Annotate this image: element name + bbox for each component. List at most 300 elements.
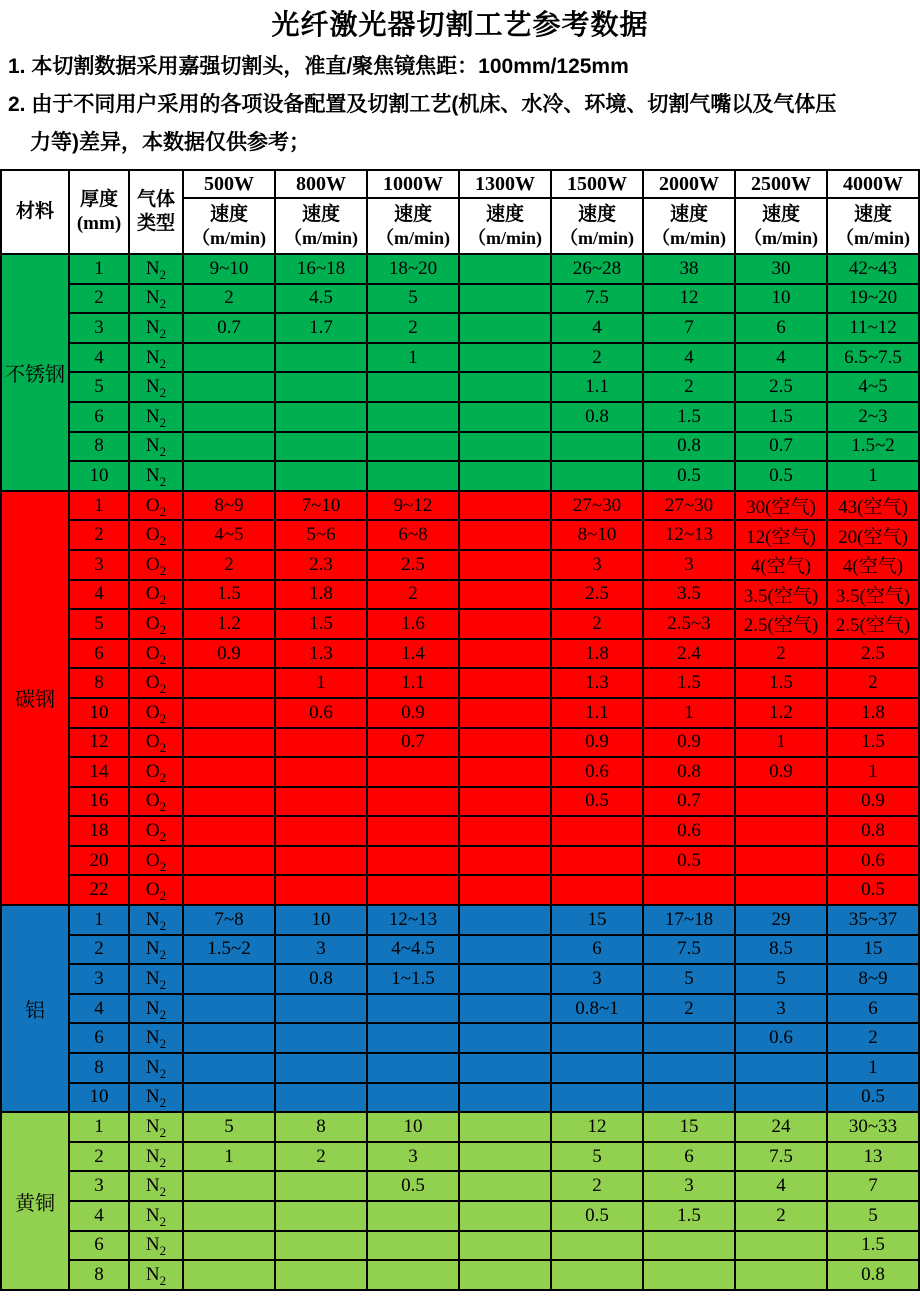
col-header-power-2000w: 2000W (643, 170, 735, 198)
speed-cell-1000w (367, 1201, 459, 1231)
speed-cell-2500w: 30(空气) (735, 491, 827, 521)
speed-cell-2000w: 3 (643, 1171, 735, 1201)
speed-cell-2000w: 4 (643, 343, 735, 373)
thickness-cell: 1 (69, 905, 129, 935)
speed-cell-800w (275, 402, 367, 432)
speed-cell-1000w (367, 1053, 459, 1083)
speed-cell-4000w: 4(空气) (827, 550, 919, 580)
thickness-label-line2: (mm) (76, 213, 122, 234)
brass-row-2 (1, 1142, 919, 1172)
gas-label-line1: 气体 (136, 189, 175, 210)
aluminum-row-8 (1, 1053, 919, 1083)
speed-cell-2500w: 2.5 (735, 372, 827, 402)
speed-cell-4000w: 35~37 (827, 905, 919, 935)
speed-cell-1000w: 18~20 (367, 254, 459, 284)
speed-cell-800w: 1.3 (275, 639, 367, 669)
speed-cell-2000w: 3.5 (643, 580, 735, 610)
speed-cell-500w (183, 1023, 275, 1053)
gas-cell: $N_2$ (129, 964, 183, 994)
thickness-cell: 10 (69, 698, 129, 728)
speed-cell-1000w (367, 1231, 459, 1261)
material-cell-brass: 黄铜 (1, 1112, 69, 1290)
speed-cell-500w (183, 461, 275, 491)
gas-cell: $N_2$ (129, 1053, 183, 1083)
gas-cell: $N_2$ (129, 284, 183, 314)
speed-cell-1500w: 5 (551, 1142, 643, 1172)
speed-cell-800w: 3 (275, 935, 367, 965)
col-header-material: 材料 (1, 170, 69, 254)
material-cell-carbon-steel: 碳钢 (1, 491, 69, 905)
note-2-line-1: 2. 由于不同用户采用的各项设备配置及切割工艺(机床、水冷、环境、切割气嘴以及气体压 (8, 93, 837, 116)
carbon-steel-row-1 (1, 491, 919, 521)
speed-cell-2000w (643, 1231, 735, 1261)
speed-cell-1500w: 2.5 (551, 580, 643, 610)
speed-cell-2500w: 2 (735, 639, 827, 669)
thickness-cell: 8 (69, 1260, 129, 1290)
speed-cell-4000w: 7 (827, 1171, 919, 1201)
speed-cell-500w: 1 (183, 1142, 275, 1172)
speed-cell-4000w: 2.5(空气) (827, 609, 919, 639)
speed-cell-800w (275, 432, 367, 462)
speed-unit: （m/min) (468, 228, 542, 248)
speed-cell-500w: 4~5 (183, 520, 275, 550)
gas-cell: $N_2$ (129, 461, 183, 491)
speed-cell-1300w (459, 402, 551, 432)
speed-cell-1300w (459, 935, 551, 965)
speed-cell-2000w: 1 (643, 698, 735, 728)
speed-cell-800w (275, 1053, 367, 1083)
carbon-steel-row-6 (1, 639, 919, 669)
speed-cell-2500w (735, 1083, 827, 1113)
speed-cell-500w (183, 1053, 275, 1083)
thickness-cell: 2 (69, 1142, 129, 1172)
speed-cell-500w (183, 668, 275, 698)
speed-cell-1000w: 1 (367, 343, 459, 373)
speed-cell-1000w: 0.5 (367, 1171, 459, 1201)
gas-cell: $N_2$ (129, 1260, 183, 1290)
speed-cell-500w (183, 343, 275, 373)
speed-cell-1000w (367, 846, 459, 876)
speed-cell-800w (275, 1023, 367, 1053)
stainless-steel-row-4 (1, 343, 919, 373)
speed-cell-500w: 0.7 (183, 313, 275, 343)
speed-cell-2500w: 0.6 (735, 1023, 827, 1053)
speed-cell-1000w: 1.6 (367, 609, 459, 639)
speed-cell-800w: 8 (275, 1112, 367, 1142)
speed-cell-2500w: 10 (735, 284, 827, 314)
thickness-cell: 20 (69, 846, 129, 876)
speed-cell-2000w: 1.5 (643, 402, 735, 432)
speed-cell-500w (183, 728, 275, 758)
speed-cell-2500w: 5 (735, 964, 827, 994)
speed-cell-2000w: 3 (643, 550, 735, 580)
speed-cell-800w (275, 1201, 367, 1231)
speed-cell-1000w (367, 461, 459, 491)
speed-cell-1500w: 1.1 (551, 372, 643, 402)
speed-cell-2000w: 2.4 (643, 639, 735, 669)
col-header-power-800w: 800W (275, 170, 367, 198)
speed-cell-800w (275, 372, 367, 402)
speed-cell-4000w: 1.8 (827, 698, 919, 728)
speed-cell-1300w (459, 1053, 551, 1083)
carbon-steel-row-5 (1, 609, 919, 639)
speed-cell-1500w: 2 (551, 609, 643, 639)
speed-cell-500w: 1.5 (183, 580, 275, 610)
speed-cell-4000w: 6 (827, 994, 919, 1024)
speed-label: 速度 (669, 204, 708, 225)
gas-cell: $O_2$ (129, 846, 183, 876)
carbon-steel-row-4 (1, 580, 919, 610)
speed-cell-1500w: 15 (551, 905, 643, 935)
speed-cell-800w: 1.7 (275, 313, 367, 343)
speed-cell-500w: 5 (183, 1112, 275, 1142)
aluminum-row-4 (1, 994, 919, 1024)
speed-cell-1000w: 5 (367, 284, 459, 314)
speed-cell-1500w: 0.9 (551, 728, 643, 758)
speed-cell-2000w: 2.5~3 (643, 609, 735, 639)
speed-cell-2000w: 38 (643, 254, 735, 284)
speed-unit: （m/min) (560, 228, 634, 248)
speed-cell-4000w: 2 (827, 668, 919, 698)
speed-cell-1300w (459, 698, 551, 728)
gas-cell: $N_2$ (129, 432, 183, 462)
col-header-power-500w: 500W (183, 170, 275, 198)
speed-cell-4000w: 6.5~7.5 (827, 343, 919, 373)
speed-cell-1000w: 10 (367, 1112, 459, 1142)
speed-cell-2000w: 7 (643, 313, 735, 343)
material-cell-aluminum: 铝 (1, 905, 69, 1112)
speed-cell-4000w: 0.8 (827, 816, 919, 846)
gas-cell: $O_2$ (129, 550, 183, 580)
gas-cell: $N_2$ (129, 1201, 183, 1231)
carbon-steel-row-2 (1, 520, 919, 550)
speed-cell-800w (275, 875, 367, 905)
speed-cell-500w: 9~10 (183, 254, 275, 284)
speed-cell-500w (183, 402, 275, 432)
speed-cell-1500w: 3 (551, 964, 643, 994)
speed-cell-2500w: 0.5 (735, 461, 827, 491)
speed-cell-4000w: 19~20 (827, 284, 919, 314)
thickness-cell: 16 (69, 787, 129, 817)
speed-cell-2500w: 8.5 (735, 935, 827, 965)
speed-header-1300w (459, 198, 551, 254)
speed-label: 速度 (209, 204, 248, 225)
stainless-steel-row-6 (1, 402, 919, 432)
speed-cell-2500w: 1.2 (735, 698, 827, 728)
speed-cell-1500w: 0.8~1 (551, 994, 643, 1024)
speed-cell-1300w (459, 816, 551, 846)
speed-cell-4000w: 2 (827, 1023, 919, 1053)
speed-cell-800w: 5~6 (275, 520, 367, 550)
speed-cell-2000w: 12~13 (643, 520, 735, 550)
speed-cell-1000w: 0.9 (367, 698, 459, 728)
speed-cell-1000w (367, 787, 459, 817)
speed-cell-1300w (459, 994, 551, 1024)
speed-cell-800w (275, 343, 367, 373)
speed-cell-2500w: 30 (735, 254, 827, 284)
carbon-steel-row-10 (1, 698, 919, 728)
table-body (1, 254, 919, 1290)
speed-cell-4000w: 1.5 (827, 728, 919, 758)
thickness-cell: 18 (69, 816, 129, 846)
speed-cell-2000w (643, 1083, 735, 1113)
speed-header-1500w (551, 198, 643, 254)
speed-cell-500w (183, 964, 275, 994)
cutting-data-table (0, 169, 920, 1291)
speed-cell-500w (183, 1171, 275, 1201)
speed-cell-4000w: 0.9 (827, 787, 919, 817)
note-1: 1. 本切割数据采用嘉强切割头，准直/聚焦镜焦距：100mm/125mm (8, 55, 629, 78)
speed-cell-1500w: 1.1 (551, 698, 643, 728)
brass-row-1 (1, 1112, 919, 1142)
gas-cell: $N_2$ (129, 402, 183, 432)
speed-cell-2000w: 0.5 (643, 461, 735, 491)
speed-cell-1000w (367, 994, 459, 1024)
speed-cell-1500w: 27~30 (551, 491, 643, 521)
gas-cell: $N_2$ (129, 994, 183, 1024)
header-row-powers (1, 170, 919, 198)
gas-cell: $N_2$ (129, 1171, 183, 1201)
stainless-steel-row-1 (1, 254, 919, 284)
speed-cell-2500w (735, 1231, 827, 1261)
speed-cell-2500w: 7.5 (735, 1142, 827, 1172)
thickness-cell: 4 (69, 580, 129, 610)
speed-cell-1300w (459, 313, 551, 343)
speed-cell-1500w: 4 (551, 313, 643, 343)
speed-cell-2000w: 15 (643, 1112, 735, 1142)
speed-cell-800w (275, 1171, 367, 1201)
speed-cell-500w (183, 1201, 275, 1231)
speed-cell-2000w: 0.5 (643, 846, 735, 876)
speed-cell-1000w (367, 875, 459, 905)
gas-cell: $O_2$ (129, 787, 183, 817)
speed-header-1000w (367, 198, 459, 254)
speed-cell-1300w (459, 1171, 551, 1201)
speed-cell-4000w: 2~3 (827, 402, 919, 432)
speed-cell-4000w: 1.5~2 (827, 432, 919, 462)
speed-cell-800w: 2.3 (275, 550, 367, 580)
speed-cell-800w (275, 728, 367, 758)
speed-label: 速度 (485, 204, 524, 225)
speed-cell-800w (275, 1260, 367, 1290)
speed-cell-800w (275, 846, 367, 876)
speed-cell-1500w (551, 1260, 643, 1290)
speed-header-4000w (827, 198, 919, 254)
speed-cell-2000w: 0.7 (643, 787, 735, 817)
gas-cell: $N_2$ (129, 343, 183, 373)
speed-cell-800w: 1.5 (275, 609, 367, 639)
thickness-cell: 2 (69, 284, 129, 314)
speed-cell-1000w: 4~4.5 (367, 935, 459, 965)
speed-cell-4000w: 8~9 (827, 964, 919, 994)
speed-cell-4000w: 20(空气) (827, 520, 919, 550)
speed-cell-2500w (735, 875, 827, 905)
thickness-cell: 8 (69, 432, 129, 462)
speed-cell-2000w: 27~30 (643, 491, 735, 521)
speed-unit: （m/min) (652, 228, 726, 248)
gas-cell: $O_2$ (129, 668, 183, 698)
speed-cell-1300w (459, 875, 551, 905)
speed-cell-800w (275, 994, 367, 1024)
aluminum-row-3 (1, 964, 919, 994)
speed-cell-800w: 16~18 (275, 254, 367, 284)
speed-cell-1000w: 9~12 (367, 491, 459, 521)
speed-cell-1500w: 12 (551, 1112, 643, 1142)
speed-cell-1000w (367, 432, 459, 462)
speed-cell-2500w (735, 787, 827, 817)
speed-cell-2000w: 5 (643, 964, 735, 994)
gas-cell: $O_2$ (129, 875, 183, 905)
col-header-power-1500w: 1500W (551, 170, 643, 198)
page-title: 光纤激光器切割工艺参考数据 (271, 9, 649, 40)
speed-cell-2000w: 12 (643, 284, 735, 314)
speed-cell-500w: 1.2 (183, 609, 275, 639)
speed-cell-1300w (459, 1231, 551, 1261)
speed-cell-1500w (551, 1053, 643, 1083)
speed-cell-800w (275, 757, 367, 787)
notes-block (0, 48, 920, 162)
speed-cell-2500w: 3 (735, 994, 827, 1024)
speed-cell-1000w (367, 757, 459, 787)
speed-cell-2500w: 4 (735, 343, 827, 373)
thickness-cell: 22 (69, 875, 129, 905)
stainless-steel-row-5 (1, 372, 919, 402)
speed-cell-800w: 2 (275, 1142, 367, 1172)
thickness-cell: 6 (69, 1023, 129, 1053)
speed-cell-1500w (551, 1231, 643, 1261)
speed-cell-1300w (459, 284, 551, 314)
speed-cell-1300w (459, 491, 551, 521)
speed-cell-1500w: 26~28 (551, 254, 643, 284)
speed-cell-1500w (551, 1083, 643, 1113)
thickness-cell: 12 (69, 728, 129, 758)
speed-cell-2500w: 2 (735, 1201, 827, 1231)
thickness-cell: 3 (69, 964, 129, 994)
speed-cell-1300w (459, 1023, 551, 1053)
speed-cell-800w: 4.5 (275, 284, 367, 314)
speed-cell-1500w: 8~10 (551, 520, 643, 550)
speed-cell-500w (183, 1083, 275, 1113)
thickness-label-line1: 厚度 (79, 189, 118, 210)
speed-cell-2500w: 1.5 (735, 668, 827, 698)
col-header-power-4000w: 4000W (827, 170, 919, 198)
speed-cell-800w: 7~10 (275, 491, 367, 521)
speed-cell-1500w (551, 875, 643, 905)
speed-cell-4000w: 1 (827, 1053, 919, 1083)
stainless-steel-row-3 (1, 313, 919, 343)
speed-cell-1500w: 2 (551, 1171, 643, 1201)
speed-cell-1300w (459, 1201, 551, 1231)
speed-cell-2000w (643, 1260, 735, 1290)
gas-cell: $N_2$ (129, 254, 183, 284)
note-2-line-2: 力等)差异，本数据仅供参考； (30, 131, 310, 154)
speed-cell-1300w (459, 846, 551, 876)
speed-cell-1300w (459, 461, 551, 491)
speed-cell-1300w (459, 728, 551, 758)
speed-cell-1000w: 2 (367, 313, 459, 343)
speed-cell-2500w: 3.5(空气) (735, 580, 827, 610)
speed-cell-500w: 7~8 (183, 905, 275, 935)
speed-cell-1300w (459, 1083, 551, 1113)
speed-cell-1000w: 6~8 (367, 520, 459, 550)
speed-cell-1000w: 0.7 (367, 728, 459, 758)
speed-unit: （m/min) (284, 228, 358, 248)
gas-cell: $O_2$ (129, 580, 183, 610)
speed-label: 速度 (393, 204, 432, 225)
brass-row-8 (1, 1260, 919, 1290)
speed-cell-4000w: 4~5 (827, 372, 919, 402)
speed-cell-1000w (367, 1260, 459, 1290)
speed-cell-2500w: 12(空气) (735, 520, 827, 550)
thickness-cell: 4 (69, 994, 129, 1024)
carbon-steel-row-16 (1, 787, 919, 817)
thickness-cell: 4 (69, 343, 129, 373)
speed-cell-1000w: 2.5 (367, 550, 459, 580)
speed-label: 速度 (301, 204, 340, 225)
thickness-cell: 8 (69, 1053, 129, 1083)
gas-cell: $O_2$ (129, 609, 183, 639)
speed-cell-1000w (367, 402, 459, 432)
speed-cell-1000w (367, 1023, 459, 1053)
gas-cell: $N_2$ (129, 1231, 183, 1261)
speed-cell-800w (275, 461, 367, 491)
gas-cell: $O_2$ (129, 639, 183, 669)
speed-cell-1300w (459, 343, 551, 373)
speed-cell-800w (275, 1083, 367, 1113)
speed-header-800w (275, 198, 367, 254)
speed-cell-2000w (643, 875, 735, 905)
speed-cell-1000w (367, 1083, 459, 1113)
carbon-steel-row-14 (1, 757, 919, 787)
speed-cell-500w (183, 816, 275, 846)
speed-cell-1500w: 1.8 (551, 639, 643, 669)
speed-cell-4000w: 5 (827, 1201, 919, 1231)
speed-cell-800w: 0.8 (275, 964, 367, 994)
gas-cell: $N_2$ (129, 1083, 183, 1113)
gas-cell: $N_2$ (129, 313, 183, 343)
thickness-cell: 6 (69, 402, 129, 432)
thickness-cell: 5 (69, 372, 129, 402)
carbon-steel-row-22 (1, 875, 919, 905)
thickness-cell: 14 (69, 757, 129, 787)
speed-cell-2000w (643, 1053, 735, 1083)
speed-cell-4000w: 43(空气) (827, 491, 919, 521)
speed-cell-1300w (459, 757, 551, 787)
gas-cell: $O_2$ (129, 491, 183, 521)
speed-cell-4000w: 13 (827, 1142, 919, 1172)
speed-cell-2000w: 2 (643, 372, 735, 402)
speed-cell-1500w (551, 846, 643, 876)
speed-cell-1300w (459, 1142, 551, 1172)
speed-cell-2500w: 24 (735, 1112, 827, 1142)
speed-cell-4000w: 1.5 (827, 1231, 919, 1261)
speed-cell-800w (275, 787, 367, 817)
speed-cell-1500w: 0.5 (551, 787, 643, 817)
speed-cell-1300w (459, 668, 551, 698)
gas-cell: $O_2$ (129, 520, 183, 550)
carbon-steel-row-8 (1, 668, 919, 698)
speed-cell-500w (183, 1231, 275, 1261)
speed-cell-500w (183, 432, 275, 462)
thickness-cell: 5 (69, 609, 129, 639)
speed-cell-500w (183, 757, 275, 787)
speed-cell-1500w: 1.3 (551, 668, 643, 698)
speed-cell-4000w: 1 (827, 757, 919, 787)
speed-cell-1000w: 2 (367, 580, 459, 610)
speed-cell-800w (275, 816, 367, 846)
gas-cell: $N_2$ (129, 905, 183, 935)
carbon-steel-row-18 (1, 816, 919, 846)
